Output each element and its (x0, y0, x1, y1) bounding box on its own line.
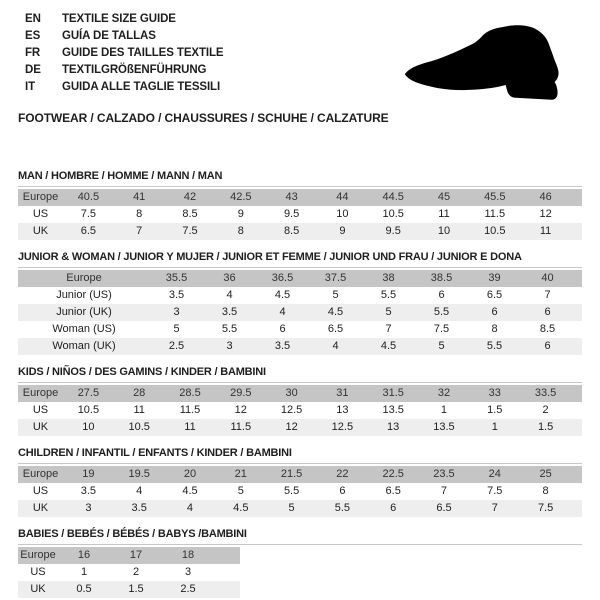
size-cell: 33.5 (534, 387, 557, 399)
size-cell: 3.5 (221, 306, 238, 318)
size-cell: 7 (440, 485, 448, 497)
row-label: US (32, 404, 49, 416)
size-cell: 7 (385, 323, 392, 335)
size-cell: 10.5 (77, 404, 100, 416)
size-cell: 10.5 (484, 225, 506, 237)
size-cell: 9.5 (385, 225, 401, 237)
section-title: CHILDREN / INFANTIL / ENFANTS / KINDER / BAMBINI (18, 447, 292, 459)
language-label: GUIDA ALLE TAGLIE TESSILI (62, 80, 221, 93)
table-row (18, 564, 240, 581)
size-cell: 12 (234, 404, 247, 416)
size-cell: 1.5 (537, 421, 554, 433)
section-title: BABIES / BEBÉS / BÉBÉS / BABYS /BAMBINI (18, 528, 247, 540)
row-label: Woman (US) (52, 323, 116, 335)
size-cell: 29.5 (230, 387, 252, 399)
size-cell: 1 (440, 404, 448, 416)
row-label: Europe (22, 191, 59, 203)
size-cell: 5.5 (334, 502, 351, 514)
size-cell: 5 (288, 502, 295, 514)
language-label: TEXTILE SIZE GUIDE (62, 12, 176, 25)
size-cell: 6.5 (385, 485, 401, 497)
size-cell: 2 (132, 566, 140, 578)
table-row (18, 483, 582, 500)
size-cell: 7.5 (487, 485, 503, 497)
spacer-cell (571, 206, 582, 223)
size-cell: 13 (336, 404, 349, 416)
size-cell: 4 (226, 289, 233, 301)
size-cell: 10.5 (382, 208, 404, 220)
size-cell: 6 (544, 306, 551, 318)
size-cell: 22.5 (382, 468, 404, 480)
language-code: EN (25, 12, 41, 25)
size-cell: 10 (437, 225, 451, 237)
spacer-cell (214, 547, 240, 564)
spacer-cell (214, 581, 240, 598)
size-cell: 3.5 (274, 340, 291, 352)
size-cell: 4.5 (380, 340, 397, 352)
table-row (18, 321, 582, 338)
table-row (18, 547, 240, 564)
size-cell: 1.5 (128, 583, 144, 595)
size-cell: 3.5 (80, 485, 97, 497)
size-cell: 16 (77, 549, 91, 561)
size-cell: 13.5 (433, 421, 455, 433)
row-label: Junior (US) (56, 289, 112, 301)
language-label: GUIDE DES TAILLES TEXTILE (62, 46, 224, 59)
row-label: Europe (22, 468, 59, 480)
table-row (18, 385, 582, 402)
language-label: GUÍA DE TALLAS (62, 29, 156, 42)
size-cell: 28.5 (179, 387, 201, 399)
size-cell: 31.5 (382, 387, 404, 399)
section-divider (18, 382, 582, 383)
spacer-cell (571, 223, 582, 240)
size-cell: 41 (133, 191, 146, 203)
row-label: UK (30, 583, 46, 595)
table-row (18, 223, 582, 240)
size-cell: 31 (336, 387, 349, 399)
size-cell: 3 (85, 502, 92, 514)
size-cell: 3 (173, 306, 180, 318)
size-cell: 23.5 (433, 468, 455, 480)
size-cell: 8.5 (182, 208, 198, 220)
size-cell: 17 (129, 549, 143, 561)
size-cell: 11 (133, 404, 145, 416)
table-row (18, 304, 582, 321)
size-cell: 7 (491, 502, 498, 514)
size-cell: 7.5 (433, 323, 450, 335)
size-cell: 7 (136, 225, 143, 237)
size-cell: 8 (542, 485, 549, 497)
size-cell: 19 (82, 468, 95, 480)
size-cell: 11 (438, 208, 450, 220)
size-cell: 30 (285, 387, 298, 399)
size-cell: 4 (186, 502, 194, 514)
row-label: Europe (66, 272, 102, 284)
row-label: Europe (22, 387, 59, 399)
category-line: FOOTWEAR / CALZADO / CHAUSSURES / SCHUHE / CALZATURE (18, 111, 389, 125)
size-cell: 5 (385, 306, 392, 318)
size-cell: 1.5 (487, 404, 503, 416)
size-cell: 40.5 (77, 191, 100, 203)
size-cell: 11.5 (484, 208, 506, 220)
size-section (18, 366, 582, 436)
size-cell: 40 (541, 272, 554, 284)
size-table (18, 189, 582, 240)
size-cell: 9 (339, 225, 346, 237)
size-cell: 6.5 (486, 289, 503, 301)
row-label: UK (32, 225, 49, 237)
size-cell: 33 (488, 387, 501, 399)
size-cell: 11 (539, 225, 552, 237)
table-row (18, 466, 582, 483)
size-cell: 20 (183, 468, 197, 480)
size-cell: 45.5 (484, 191, 506, 203)
size-cell: 6.5 (327, 323, 344, 335)
language-code: FR (25, 46, 41, 59)
spacer-cell (571, 189, 582, 206)
size-cell: 42 (183, 191, 197, 203)
size-cell: 5.5 (221, 323, 238, 335)
section-title: KIDS / NIÑOS / DES GAMINS / KINDER / BAMBINI (18, 366, 266, 378)
size-cell: 2.5 (168, 340, 185, 352)
size-cell: 5.5 (433, 306, 450, 318)
size-cell: 6 (339, 485, 346, 497)
section-divider (18, 544, 582, 545)
size-table (18, 385, 582, 436)
size-cell: 6 (279, 323, 286, 335)
size-cell: 37.5 (324, 272, 347, 284)
size-cell: 24 (488, 468, 501, 480)
table-row (18, 206, 582, 223)
size-cell: 5.5 (380, 289, 397, 301)
size-cell: 0.5 (76, 583, 92, 595)
table-row (18, 287, 582, 304)
spacer-cell (571, 500, 582, 517)
size-cell: 27.5 (77, 387, 100, 399)
size-cell: 6 (544, 340, 551, 352)
size-cell: 1 (80, 566, 88, 578)
size-cell: 5 (438, 340, 445, 352)
size-section (18, 170, 582, 240)
size-cell: 5.5 (486, 340, 503, 352)
size-cell: 11.5 (179, 404, 201, 416)
spacer-cell (574, 287, 582, 304)
size-cell: 2.5 (180, 583, 196, 595)
size-cell: 46 (539, 191, 552, 203)
size-cell: 10 (82, 421, 95, 433)
size-cell: 25 (539, 468, 552, 480)
size-cell: 12 (539, 208, 552, 220)
spacer-cell (574, 321, 582, 338)
size-cell: 38.5 (430, 272, 453, 284)
size-cell: 42.5 (230, 191, 252, 203)
table-row (18, 270, 582, 287)
spacer-cell (574, 338, 582, 355)
size-cell: 7.5 (182, 225, 198, 237)
size-cell: 3.5 (168, 289, 185, 301)
row-label: US (32, 485, 49, 497)
row-label: Woman (UK) (52, 340, 116, 352)
row-label: Europe (20, 549, 56, 561)
size-cell: 10 (336, 208, 349, 220)
size-cell: 6 (438, 289, 445, 301)
size-cell: 13.5 (382, 404, 404, 416)
size-cell: 8 (237, 225, 244, 237)
language-code: DE (25, 63, 41, 76)
size-cell: 36.5 (271, 272, 294, 284)
table-row (18, 338, 582, 355)
size-cell: 12.5 (331, 421, 354, 433)
size-cell: 5 (332, 289, 339, 301)
size-cell: 38 (382, 272, 395, 284)
size-cell: 6 (390, 502, 397, 514)
spacer-cell (571, 419, 582, 436)
size-cell: 2 (542, 404, 549, 416)
section-title: JUNIOR & WOMAN / JUNIOR Y MUJER / JUNIOR ET FEMME / JUNIOR UND FRAU / JUNIOR E DONA (18, 251, 522, 263)
size-cell: 7.5 (80, 208, 97, 220)
section-divider (18, 186, 582, 187)
size-cell: 45 (437, 191, 451, 203)
language-label: TEXTILGRÖßENFÜHRUNG (62, 63, 207, 76)
size-cell: 5 (237, 485, 244, 497)
size-cell: 5 (173, 323, 180, 335)
language-code: IT (25, 80, 36, 93)
size-cell: 7.5 (537, 502, 554, 514)
row-label: UK (32, 421, 49, 433)
size-cell: 7 (544, 289, 551, 301)
size-cell: 12.5 (280, 404, 303, 416)
table-row (18, 419, 582, 436)
size-cell: 11.5 (230, 421, 252, 433)
size-cell: 4.5 (274, 289, 291, 301)
spacer-cell (571, 385, 582, 402)
size-cell: 5.5 (283, 485, 300, 497)
size-table (18, 547, 240, 598)
row-label: US (32, 208, 49, 220)
size-cell: 13 (387, 421, 400, 433)
table-row (18, 402, 582, 419)
size-cell: 3 (226, 340, 233, 352)
size-cell: 39 (488, 272, 501, 284)
language-code: ES (25, 29, 41, 42)
row-label: UK (32, 502, 49, 514)
size-cell: 4 (136, 485, 143, 497)
size-cell: 10.5 (128, 421, 150, 433)
table-row (18, 500, 582, 517)
spacer-cell (571, 402, 582, 419)
size-cell: 6.5 (436, 502, 452, 514)
size-section (18, 528, 582, 598)
row-label: US (30, 566, 46, 578)
size-cell: 9.5 (283, 208, 300, 220)
spacer-cell (574, 270, 582, 287)
spacer-cell (571, 466, 582, 483)
size-section (18, 251, 582, 355)
size-cell: 8 (491, 323, 498, 335)
size-cell: 8.5 (539, 323, 556, 335)
size-cell: 36 (223, 272, 236, 284)
size-cell: 8.5 (283, 225, 300, 237)
size-cell: 21 (234, 468, 247, 480)
size-cell: 19.5 (128, 468, 150, 480)
section-divider (18, 463, 582, 464)
size-cell: 4.5 (182, 485, 198, 497)
size-cell: 8 (136, 208, 143, 220)
size-table (18, 466, 582, 517)
size-cell: 11 (184, 421, 196, 433)
table-row (18, 581, 240, 598)
size-cell: 6.5 (80, 225, 97, 237)
size-cell: 35.5 (165, 272, 188, 284)
size-cell: 22 (336, 468, 349, 480)
row-label: Junior (UK) (56, 306, 112, 318)
size-cell: 9 (237, 208, 244, 220)
size-cell: 43 (285, 191, 298, 203)
size-cell: 44.5 (382, 191, 404, 203)
dress-shoe-icon (398, 22, 584, 106)
size-table (18, 270, 582, 355)
size-cell: 6 (491, 306, 498, 318)
section-divider (18, 267, 582, 268)
size-cell: 3 (184, 566, 192, 578)
size-cell: 28 (133, 387, 146, 399)
size-cell: 32 (437, 387, 451, 399)
header (18, 10, 582, 126)
table-row (18, 189, 582, 206)
spacer-cell (571, 483, 582, 500)
size-cell: 4.5 (327, 306, 344, 318)
size-cell: 4 (332, 340, 339, 352)
size-cell: 18 (181, 549, 195, 561)
spacer-cell (574, 304, 582, 321)
section-title: MAN / HOMBRE / HOMME / MANN / MAN (18, 170, 223, 182)
size-cell: 21.5 (280, 468, 303, 480)
size-cell: 3.5 (131, 502, 147, 514)
size-cell: 44 (336, 191, 349, 203)
spacer-cell (214, 564, 240, 581)
size-cell: 12 (285, 421, 298, 433)
size-tables (18, 170, 582, 598)
size-cell: 1 (491, 421, 498, 433)
size-cell: 4.5 (233, 502, 249, 514)
size-cell: 4 (279, 306, 286, 318)
size-section (18, 447, 582, 517)
